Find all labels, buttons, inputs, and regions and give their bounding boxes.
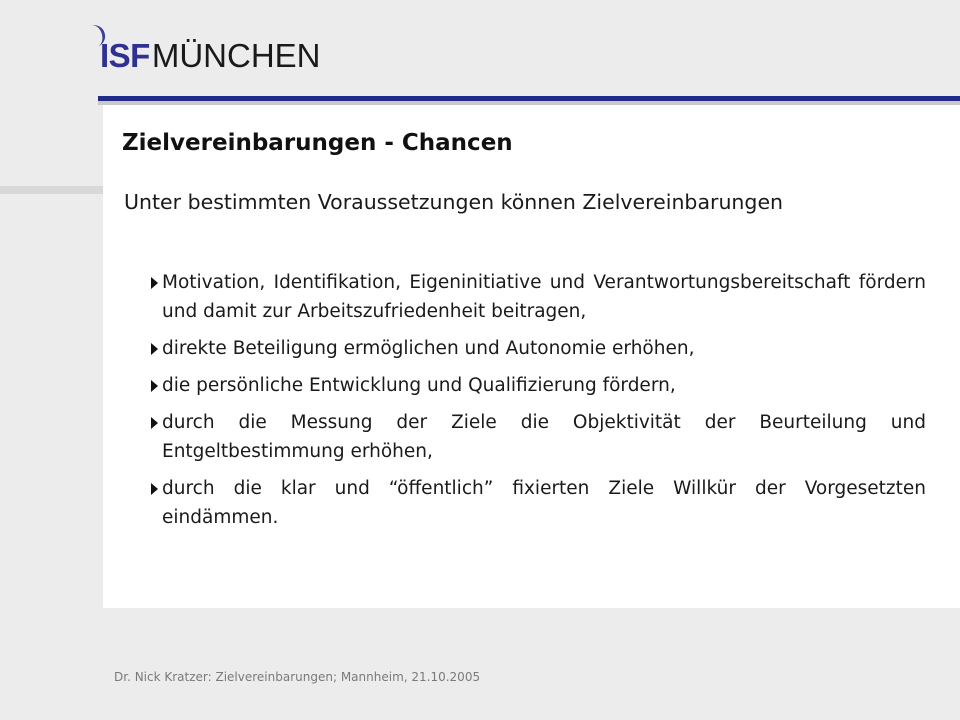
slide-title: Zielvereinbarungen - Chancen bbox=[122, 130, 513, 156]
isf-muenchen-logo bbox=[92, 24, 321, 72]
bullet-text: direkte Beteiligung ermöglichen und Autonomie erhöhen, bbox=[162, 338, 695, 359]
list-item bbox=[148, 334, 926, 363]
lead-text: Unter bestimmten Voraussetzungen können Zielvereinbarungen bbox=[124, 190, 784, 214]
bullet-text: Motivation, Identifikation, Eigeninitiative und Verantwortungsbereitschaft fördern und damit zur Arbeitszufriedenheit beitragen, bbox=[162, 272, 926, 322]
triangle-right-icon bbox=[151, 277, 158, 289]
triangle-right-icon bbox=[151, 343, 158, 355]
logo-city: MÜNCHEN bbox=[151, 37, 321, 74]
logo-org: ISF bbox=[100, 37, 150, 74]
triangle-right-icon bbox=[151, 417, 158, 429]
bullet-text: durch die klar und “öffentlich” fixierten Ziele Willkür der Vorgesetzten eindämmen. bbox=[162, 478, 926, 528]
triangle-right-icon bbox=[151, 380, 158, 392]
bullet-text: durch die Messung der Ziele die Objektivität der Beurteilung und Entgeltbestimmung erhöhen, bbox=[162, 412, 926, 462]
list-item bbox=[148, 474, 926, 532]
list-item bbox=[148, 268, 926, 326]
list-item bbox=[148, 371, 926, 400]
triangle-right-icon bbox=[151, 483, 158, 495]
list-item bbox=[148, 408, 926, 466]
bullet-list bbox=[148, 268, 926, 540]
footer-text: Dr. Nick Kratzer: Zielvereinbarungen; Mannheim, 21.10.2005 bbox=[114, 670, 481, 684]
bullet-text: die persönliche Entwicklung und Qualifizierung fördern, bbox=[162, 375, 676, 396]
